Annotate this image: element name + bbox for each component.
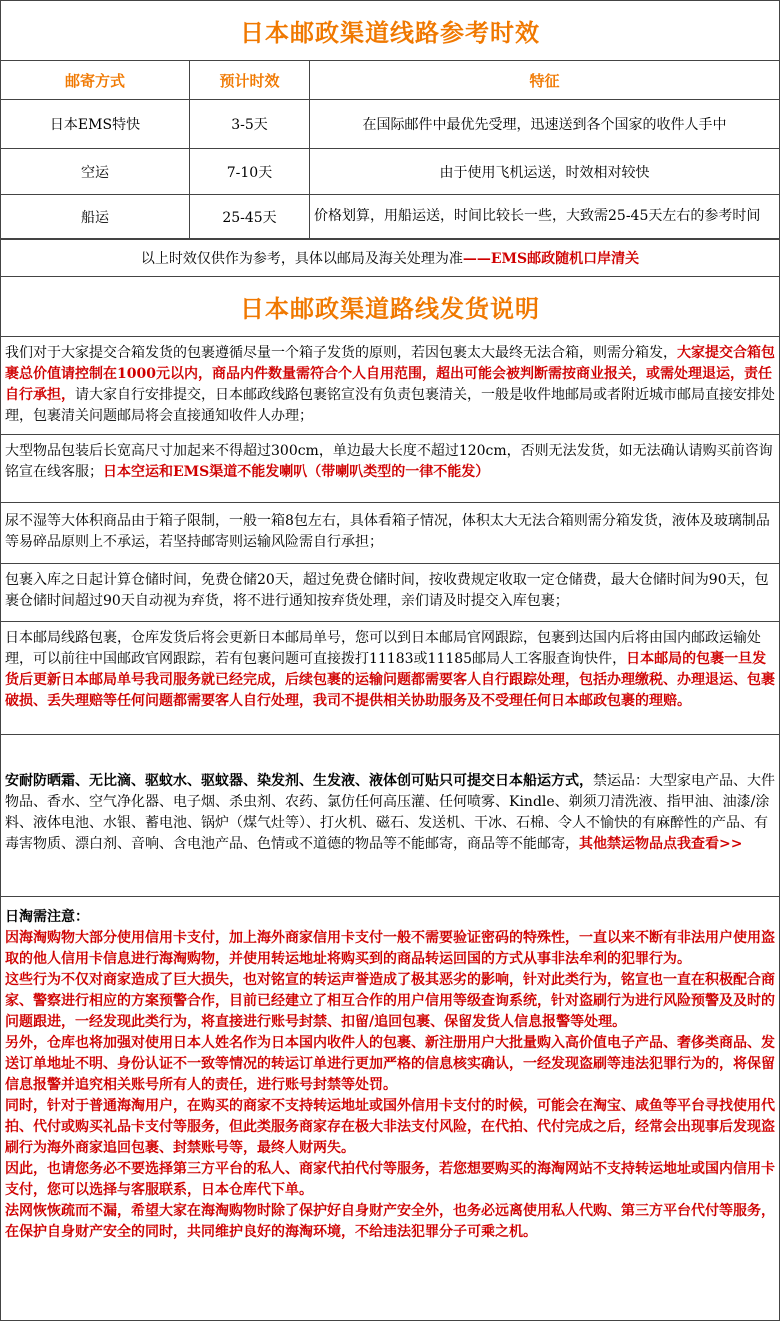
section-text: 我们对于大家提交合箱发货的包裹遵循尽量一个箱子发货的原则，若因包裹太大最终无法合箱，则需分箱发， (5, 345, 677, 361)
notice-paragraph: 因海淘购物大部分使用信用卡支付，加上海外商家信用卡支付一般不需要验证密码的特殊性，一直以来不断有非法用户使用盗取的他人信用卡信息进行海淘购物，并使用转运地址将购买到的商品转运回国的方式从事非法牟利的犯罪行为。 (5, 930, 775, 967)
table-header-row (1, 61, 779, 100)
header-time: 预计时效 (190, 61, 310, 100)
timing-table-wrap (1, 61, 779, 240)
section-text: 包裹入库之日起计算仓储时间，免费仓储20天，超过免费仓储时间，按收费规定收取一定仓储费，最大仓储时间为90天，包裹仓储时间超过90天自动视为弃货，将不进行通知按弃货处理，亲们请及时提交入库包裹； (5, 572, 769, 609)
timing-note (1, 240, 779, 277)
cell-time: 3-5天 (190, 100, 310, 149)
section-storage (1, 564, 779, 622)
section-prohibited (1, 735, 779, 897)
cell-feature: 价格划算，用船运送，时间比较长一些，大致需25-45天左右的参考时间 (310, 195, 780, 239)
header-feature: 特征 (310, 61, 780, 100)
section-warning: 日本邮局的包裹一旦发货后更新日本邮局单号我司服务就已经完成，后续包裹的运输问题都需要客人自行跟踪处理，包括办理缴税、办理退运、包裹破损、丢失理赔等任何问题都需要客人自行处理，我司不提供相关协助服务及不受理任何日本邮政包裹的理赔。 (5, 651, 775, 709)
page-title-timing: 日本邮政渠道线路参考时效 (1, 1, 779, 61)
section-bold: 安耐防晒霜、无比滴、驱蚊水、驱蚊器、染发剂、生发液、液体创可贴只可提交日本船运方式， (5, 773, 593, 789)
section-warning: 日本空运和EMS渠道不能发喇叭（带喇叭类型的一律不能发） (103, 464, 490, 480)
cell-method: 船运 (1, 195, 190, 239)
cell-feature: 由于使用飞机运送，时效相对较快 (310, 149, 780, 195)
cell-feature: 在国际邮件中最优先受理，迅速送到各个国家的收件人手中 (310, 100, 780, 149)
timing-note-text: 以上时效仅供作为参考，具体以邮局及海关处理为准 (140, 251, 463, 267)
notice-paragraph: 因此，也请您务必不要选择第三方平台的私人、商家代拍代付等服务，若您想要购买的海淘网站不支持转运地址或国内信用卡支付，您可以选择与客服联系，日本仓库代下单。 (5, 1161, 775, 1198)
table-row (1, 100, 779, 149)
table-row (1, 195, 779, 239)
section-warning: 大家提交合箱包裹总价值请控制在1000元以内，商品内件数量需符合个人自用范围，超出可能会被判断需按商业报关，或需处理退运，责任自行承担， (5, 345, 775, 403)
section-text: 日本邮局线路包裹，仓库发货后将会更新日本邮局单号，您可以到日本邮局官网跟踪，包裹到达国内后将由国内邮政运输处理，可以前往中国邮政官网跟踪，若有包裹问题可直接拨打11183或11185邮局人工客服查询快件， (5, 630, 761, 667)
cell-time: 7-10天 (190, 149, 310, 195)
section-notice (1, 897, 779, 1320)
section-text: 请大家自行安排提交，日本邮政线路包裹铭宣没有负责包裹清关，一般是收件地邮局或者附近城市邮局直接安排处理，包裹清关问题邮局将会直接通知收件人办理； (5, 387, 775, 424)
notice-paragraph: 另外，仓库也将加强对使用日本人姓名作为日本国内收件人的包裹、新注册用户大批量购入高价值电子产品、奢侈类商品、发送订单地址不明、身份认证不一致等情况的转运订单进行更加严格的信息核实确认，一经发现盗刷等违法犯罪行为的，将保留信息报警并追究相关账号所有人的责任，进行账号封禁等处罚。 (5, 1035, 775, 1093)
section-text: 大型物品包装后长宽高尺寸加起来不得超过300cm，单边最大长度不超过120cm，否则无法发货，如无法确认请购买前咨询铭宣在线客服； (5, 443, 773, 480)
section-tracking (1, 622, 779, 735)
notice-paragraph: 同时，针对于普通海淘用户，在购买的商家不支持转运地址或国外信用卡支付的时候，可能会在淘宝、咸鱼等平台寻找使用代拍、代付或购买礼品卡支付等服务，但此类服务商家存在极大非法支付风险，在代拍、代付完成之后，经常会出现事后发现盗刷行为海外商家追回包裹、封禁账号等，最终人财两失。 (5, 1098, 775, 1156)
timing-note-red: ——EMS邮政随机口岸清关 (462, 251, 640, 267)
section-bulky-items (1, 503, 779, 564)
cell-time: 25-45天 (190, 195, 310, 239)
section-size-limit (1, 435, 779, 503)
section-text: 禁运品：大型家电产品、大件物品、香水、空气净化器、电子烟、杀虫剂、农药、氯仿任何高压灌、任何喷雾、Kindle、剃须刀清洗液、指甲油、油漆/涂料、液体电池、水银、蓄电池、锅炉（煤气灶等）、打火机、磁石、发送机、干冰、石棉、令人不愉快的有麻醉性的产品、有毒害物质、漂白剂、音响、含电池产品、色情或不道德的物品等不能邮寄，商品等不能邮寄， (5, 773, 775, 852)
notice-heading: 日淘需注意： (5, 909, 89, 925)
notice-paragraph: 法网恢恢疏而不漏，希望大家在海淘购物时除了保护好自身财产安全外，也务必远离使用私人代购、第三方平台代付等服务，在保护自身财产安全的同时，共同维护良好的海淘环境，不给违法犯罪分子可乘之机。 (5, 1203, 775, 1240)
header-method: 邮寄方式 (1, 61, 190, 100)
section-text: 尿不湿等大体积商品由于箱子限制，一般一箱8包左右，具体看箱子情况，体积太大无法合箱则需分箱发货，液体及玻璃制品等易碎品原则上不承运，若坚持邮寄则运输风险需自行承担； (5, 513, 770, 550)
table-row (1, 149, 779, 195)
cell-method: 日本EMS特快 (1, 100, 190, 149)
page-title-shipping: 日本邮政渠道路线发货说明 (1, 277, 779, 337)
section-packing (1, 337, 779, 435)
notice-paragraph: 这些行为不仅对商家造成了巨大损失，也对铭宣的转运声誉造成了极其恶劣的影响，针对此类行为，铭宣也一直在积极配合商家、警察进行相应的方案预警合作，目前已经建立了相互合作的用户信用等级查询系统，针对盗刷行为进行风险预警及及时的问题跟进，一经发现此类行为，将直接进行账号封禁、扣留/追回包裹、保留发货人信息报警等处理。 (5, 972, 775, 1030)
cell-method: 空运 (1, 149, 190, 195)
prohibited-items-link[interactable]: 其他禁运物品点我查看>> (579, 836, 743, 852)
timing-table (1, 61, 779, 239)
